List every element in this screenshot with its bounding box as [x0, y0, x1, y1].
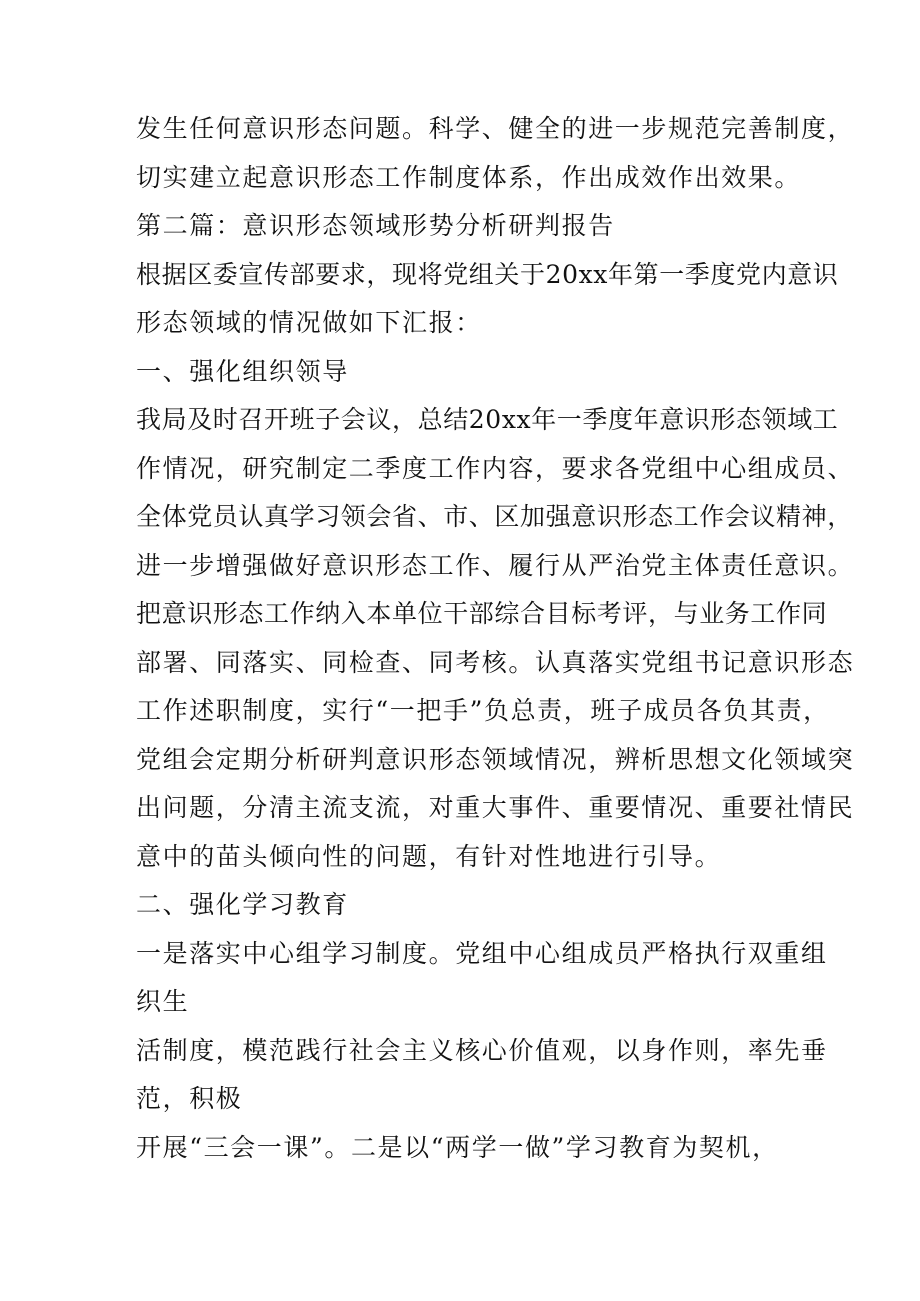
subsection-heading: 二、强化学习教育 — [136, 890, 349, 919]
text-line: 把意识形态工作纳入本单位干部综合目标考评，与业务工作同 — [136, 599, 828, 628]
text-line: 党组会定期分析研判意识形态领域情况，辨析思想文化领域突 — [136, 744, 855, 774]
document-body — [136, 105, 855, 1172]
text-line: 我局及时召开班子会议，总结20xx年一季度年意识形态领域工 — [136, 405, 839, 434]
text-line: 作情况，研究制定二季度工作内容，要求各党组中心组成员、 — [136, 453, 855, 483]
subsection-heading: 一、强化组织领导 — [136, 356, 349, 386]
text-line: 工作述职制度，实行“一把手”负总责，班子成员各负其责， — [136, 696, 830, 725]
text-line: 开展“三会一课”。二是以“两学一做”学习教育为契机， — [136, 1132, 779, 1162]
section-heading: 第二篇：意识形态领域形势分析研判报告 — [136, 211, 615, 240]
text-line: 形态领域的情况做如下汇报： — [136, 308, 482, 337]
text-line: 一是落实中心组学习制度。党组中心组成员严格执行双重组 — [136, 938, 828, 968]
text-line: 根据区委宣传部要求，现将党组关于20xx年第一季度党内意识 — [136, 259, 839, 289]
text-line: 出问题，分清主流支流，对重大事件、重要情况、重要社情民 — [136, 793, 855, 822]
text-line: 发生任何意识形态问题。科学、健全的进一步规范完善制度， — [136, 114, 855, 143]
text-line: 范，积极 — [136, 1084, 243, 1113]
text-line: 活制度，模范践行社会主义核心价值观，以身作则，率先垂 — [136, 1035, 828, 1065]
text-line: 切实建立起意识形态工作制度体系，作出成效作出效果。 — [136, 162, 802, 192]
text-line: 意中的苗头倾向性的问题，有针对性地进行引导。 — [136, 841, 722, 871]
text-line: 部署、同落实、同检查、同考核。认真落实党组书记意识形态 — [136, 647, 855, 677]
text-line: 织生 — [136, 987, 190, 1016]
text-line: 全体党员认真学习领会省、市、区加强意识形态工作会议精神， — [136, 502, 853, 531]
text-line: 进一步增强做好意识形态工作、履行从严治党主体责任意识。 — [136, 550, 855, 580]
